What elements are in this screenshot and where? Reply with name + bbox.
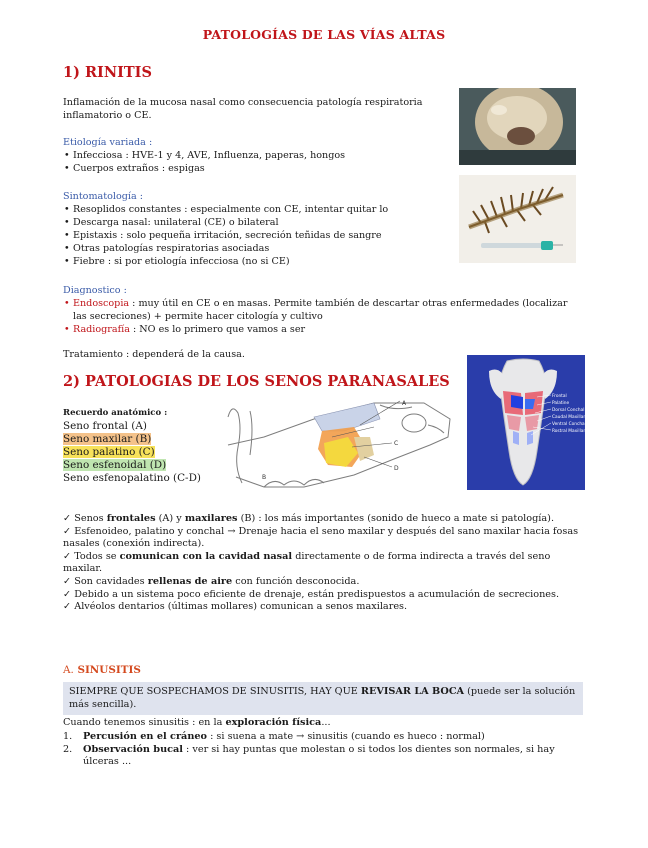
list-item: • Infecciosa : HVE-1 y 4, AVE, Influenza, paperas, hongos bbox=[63, 149, 453, 162]
diagram-letter-a: A bbox=[402, 400, 407, 407]
exploracion-list bbox=[63, 731, 583, 769]
diagram-letter-c: C bbox=[394, 440, 399, 447]
sinusitis-heading: A. SINUSITIS bbox=[63, 664, 141, 676]
etiologia-label: Etiología variada : bbox=[63, 137, 153, 148]
diagnostico-block bbox=[63, 284, 583, 336]
skull-lateral-diagram bbox=[224, 397, 456, 493]
legend-palatine: Palatine bbox=[552, 401, 570, 406]
diagram-letter-b: B bbox=[262, 474, 267, 481]
list-item: • Fiebre : si por etiología infecciosa (no si CE) bbox=[63, 255, 453, 268]
fact-item: ✓ Alvéolos dentarios (últimas mollares) comunican a senos maxilares. bbox=[63, 601, 408, 613]
seno-esfenopalatino: Seno esfenopalatino (C-D) bbox=[63, 472, 201, 484]
list-item: • Descarga nasal: unilateral (CE) o bilateral bbox=[63, 216, 453, 229]
horse-nostril-photo bbox=[459, 88, 576, 165]
section-heading-senos: 2) PATOLOGIAS DE LOS SENOS PARANASALES bbox=[63, 373, 450, 390]
diagnostico-term: Endoscopia bbox=[73, 298, 130, 309]
senos-facts bbox=[63, 513, 583, 614]
fact-item: ✓ Senos frontales (A) y maxilares (B) : los más importantes (sonido de hueco a mate si patología). bbox=[63, 513, 555, 524]
seno-frontal: Seno frontal (A) bbox=[63, 420, 147, 432]
diagnostico-text: : muy útil en CE o en masas. Permite también de descartar otras enfermedades (localizar las secreciones) + permite hacer citología y cultivo bbox=[73, 298, 568, 322]
diagnostico-label: Diagnostico : bbox=[63, 285, 127, 296]
seno-esfenoidal: Seno esfenoidal (D) bbox=[63, 459, 167, 471]
section-heading-rinitis: 1) RINITIS bbox=[63, 64, 152, 81]
list-item bbox=[63, 297, 583, 323]
senos-list bbox=[63, 420, 201, 485]
legend-ventral-conchal: Ventral Conchal bbox=[552, 422, 585, 427]
fact-item: ✓ Son cavidades rellenas de aire con función desconocida. bbox=[63, 575, 360, 587]
list-item: • Cuerpos extraños : espigas bbox=[63, 162, 453, 175]
diagram-letter-d: D bbox=[394, 465, 399, 472]
page-title: PATOLOGÍAS DE LAS VÍAS ALTAS bbox=[202, 27, 446, 42]
etiologia-list bbox=[63, 149, 453, 175]
diagnostico-text: : NO es lo primero que vamos a ser bbox=[129, 324, 306, 335]
recuerdo-label: Recuerdo anatómico : bbox=[63, 408, 168, 418]
legend-rostral-maxillary: Rostral Maxillary bbox=[552, 429, 585, 434]
legend-dorsal-conchal: Dorsal Conchal bbox=[552, 408, 585, 413]
exploracion-lead: Cuando tenemos sinusitis : en la exploración física... bbox=[63, 717, 331, 728]
list-item bbox=[63, 323, 583, 336]
list-item: • Resoplidos constantes : especialmente con CE, intentar quitar lo bbox=[63, 203, 453, 216]
sinusitis-highlight-box: SIEMPRE QUE SOSPECHAMOS DE SINUSITIS, HAY QUE REVISAR LA BOCA (puede ser la solución más sencilla). bbox=[63, 682, 583, 715]
sintomatologia-label: Sintomatología : bbox=[63, 191, 143, 202]
etiologia-block bbox=[63, 136, 453, 175]
seno-maxilar: Seno maxilar (B) bbox=[63, 433, 152, 445]
fact-item: ✓ Esfenoideo, palatino y conchal → Drenaje hacia el seno maxilar y después del sano maxilar hacia fosas nasales (conexión indirecta). bbox=[63, 525, 579, 550]
list-item: 2. Observación bucal : ver si hay puntas que molestan o si todos los dientes son normales, si hay úlceras ... bbox=[63, 743, 555, 768]
legend-frontal: Frontal bbox=[552, 394, 567, 399]
skull-dorsal-diagram bbox=[467, 355, 585, 490]
rinitis-intro: Inflamación de la mucosa nasal como consecuencia patología respiratoria inflamatorio o CE. bbox=[63, 97, 423, 121]
seno-palatino: Seno palatino (C) bbox=[63, 446, 155, 458]
list-item: • Otras patologías respiratorias asociadas bbox=[63, 242, 453, 255]
fact-item: ✓ Debido a un sistema poco eficiente de drenaje, están predispuestos a acumulación de secreciones. bbox=[63, 588, 560, 600]
list-item: 1. Percusión en el cráneo : si suena a mate → sinusitis (cuando es hueco : normal) bbox=[63, 731, 485, 742]
tratamiento-text: Tratamiento : dependerá de la causa. bbox=[63, 349, 245, 360]
diagnostico-list bbox=[63, 297, 583, 336]
list-item: • Epistaxis : solo pequeña irritación, secreción teñidas de sangre bbox=[63, 229, 453, 242]
spike-foreign-body-photo bbox=[459, 175, 576, 263]
legend-caudal-maxillary: Caudal Maxillary bbox=[552, 415, 585, 420]
diagnostico-term: Radiografía bbox=[73, 324, 130, 335]
sintomatologia-block bbox=[63, 190, 453, 268]
sintomatologia-list bbox=[63, 203, 453, 268]
fact-item: ✓ Todos se comunican con la cavidad nasal directamente o de forma indirecta a través del seno maxilar. bbox=[63, 550, 551, 575]
